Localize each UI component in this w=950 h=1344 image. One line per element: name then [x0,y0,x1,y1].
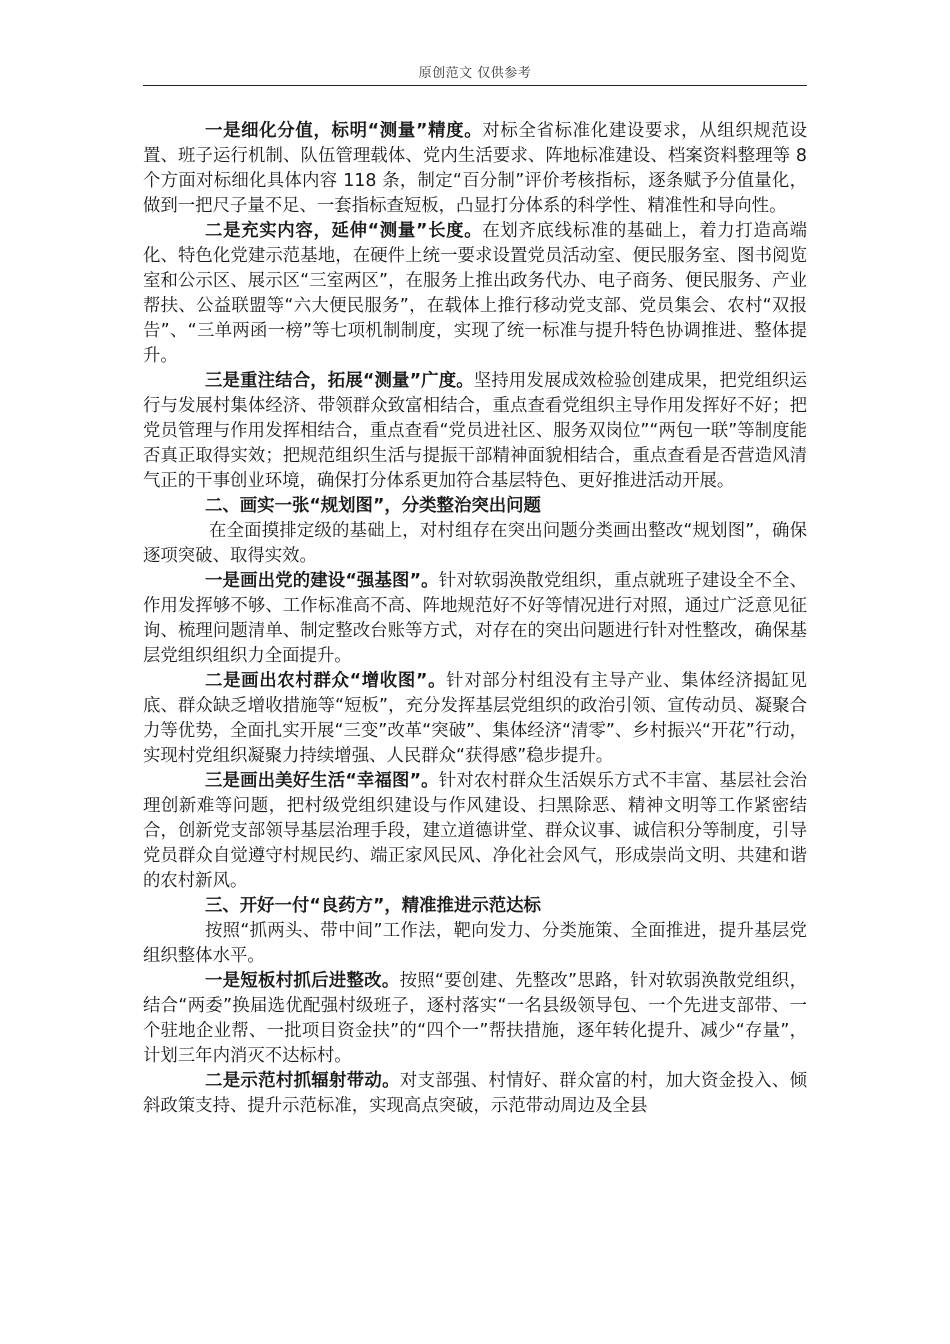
paragraph-lead: 一是细化分值，标明“测量”精度。 [205,121,483,141]
paragraph [143,219,807,369]
page-header: 原创范文 仅供参考 [418,66,532,81]
paragraph-lead: 二是画出农村群众“增收图”。 [205,671,447,691]
paragraph-text: 对支部强、村情好、群众富的村，加大资金投入、倾斜政策支持、提升示范标准，实现高点突破，示范带动周边及全县 [143,1071,807,1116]
paragraph [143,369,807,494]
paragraph-text: 针对软弱涣散党组织，重点就班子建设全不全、作用发挥够不够、工作标准高不高、阵地规范好不好等情况进行对照，通过广泛意见征询、梳理问题清单、制定整改台账等方式，对存在的突出问题进行针对性整改，确保基层党组织组织力全面提升。 [143,571,807,666]
paragraph-text: 坚持用发展成效检验创建成果，把党组织运行与发展村集体经济、带领群众致富相结合，重点查看党组织主导作用发挥好不好；把党员管理与作用发挥相结合，重点查看“党员进社区、服务双岗位”“两包一联”等制度能否真正取得实效；把规范组织生活与提振干部精神面貌相结合，重点查看是否营造风清气正的干事创业环境，确保打分体系更加符合基层特色、更好推进活动开展。 [143,371,807,491]
paragraph [143,769,807,894]
paragraph [143,1069,807,1119]
paragraph-text: 在划齐底线标准的基础上，着力打造高端化、特色化党建示范基地，在硬件上统一要求设置党员活动室、便民服务室、图书阅览室和公示区、展示区“三室两区”，在服务上推出政务代办、电子商务、便民服务、产业帮扶、公益联盟等“六大便民服务”，在载体上推行移动党支部、党员集会、农村“双报告”、“三单两函一榜”等七项机制制度，实现了统一标准与提升特色协调推进、整体提升。 [143,221,807,366]
paragraph-lead: 一是短板村抓后进整改。 [205,971,400,991]
paragraph-text: 针对部分村组没有主导产业、集体经济揭缸见底、群众缺乏增收措施等“短板”，充分发挥基层党组织的政治引领、宣传动员、凝聚合力等优势，全面扎实开展“三变”改革“突破”、集体经济“清零”、乡村振兴“开花”行动，实现村党组织凝聚力持续增强、人民群众“获得感”稳步提升。 [143,671,807,766]
document-body [143,119,807,1119]
paragraph-text: 按照“要创建、先整改”思路，针对软弱涣散党组织，结合“两委”换届选优配强村级班子，逐村落实“一名县级领导包、一个先进支部带、一个驻地企业帮、一批项目资金扶”的“四个一”帮扶措施，逐年转化提升、减少“存量”，计划三年内消灭不达标村。 [143,971,807,1066]
paragraph [143,919,807,969]
paragraph [143,119,807,219]
paragraph-lead: 二是充实内容，延伸“测量”长度。 [205,221,483,241]
paragraph [143,569,807,669]
paragraph [143,669,807,769]
section-heading [143,494,807,519]
header-divider [143,85,807,86]
paragraph-lead: 三是重注结合，拓展“测量”广度。 [205,371,474,391]
paragraph-lead: 三是画出美好生活“幸福图”。 [205,771,439,791]
paragraph-text: 对标全省标准化建设要求，从组织规范设置、班子运行机制、队伍管理载体、党内生活要求、阵地标准建设、档案资料整理等 8 个方面对标细化具体内容 118 条，制定“百分制”评价考核指标，逐条赋予分值量化，做到一把尺子量不足、一套指标查短板，凸显打分体系的科学性、精准性和导向性。 [143,121,807,216]
paragraph [143,519,807,569]
paragraph [143,969,807,1069]
paragraph-text: 针对农村群众生活娱乐方式不丰富、基层社会治理创新难等问题，把村级党组织建设与作风建设、扫黑除恶、精神文明等工作紧密结合，创新党支部领导基层治理手段，建立道德讲堂、群众议事、诚信积分等制度，引导党员群众自觉遵守村规民约、端正家风民风、净化社会风气，形成崇尚文明、共建和谐的农村新风。 [143,771,807,891]
section-heading-text: 三、开好一付“良药方”，精准推进示范达标 [205,896,541,916]
paragraph-lead: 一是画出党的建设“强基图”。 [205,571,439,591]
paragraph-text: 按照“抓两头、带中间”工作法，靶向发力、分类施策、全面推进，提升基层党组织整体水平。 [143,921,807,966]
paragraph-lead: 二是示范村抓辐射带动。 [205,1071,400,1091]
paragraph-text: 在全面摸排定级的基础上，对村组存在突出问题分类画出整改“规划图”，确保逐项突破、取得实效。 [143,521,807,566]
section-heading [143,894,807,919]
section-heading-text: 二、画实一张“规划图”，分类整治突出问题 [205,496,541,516]
